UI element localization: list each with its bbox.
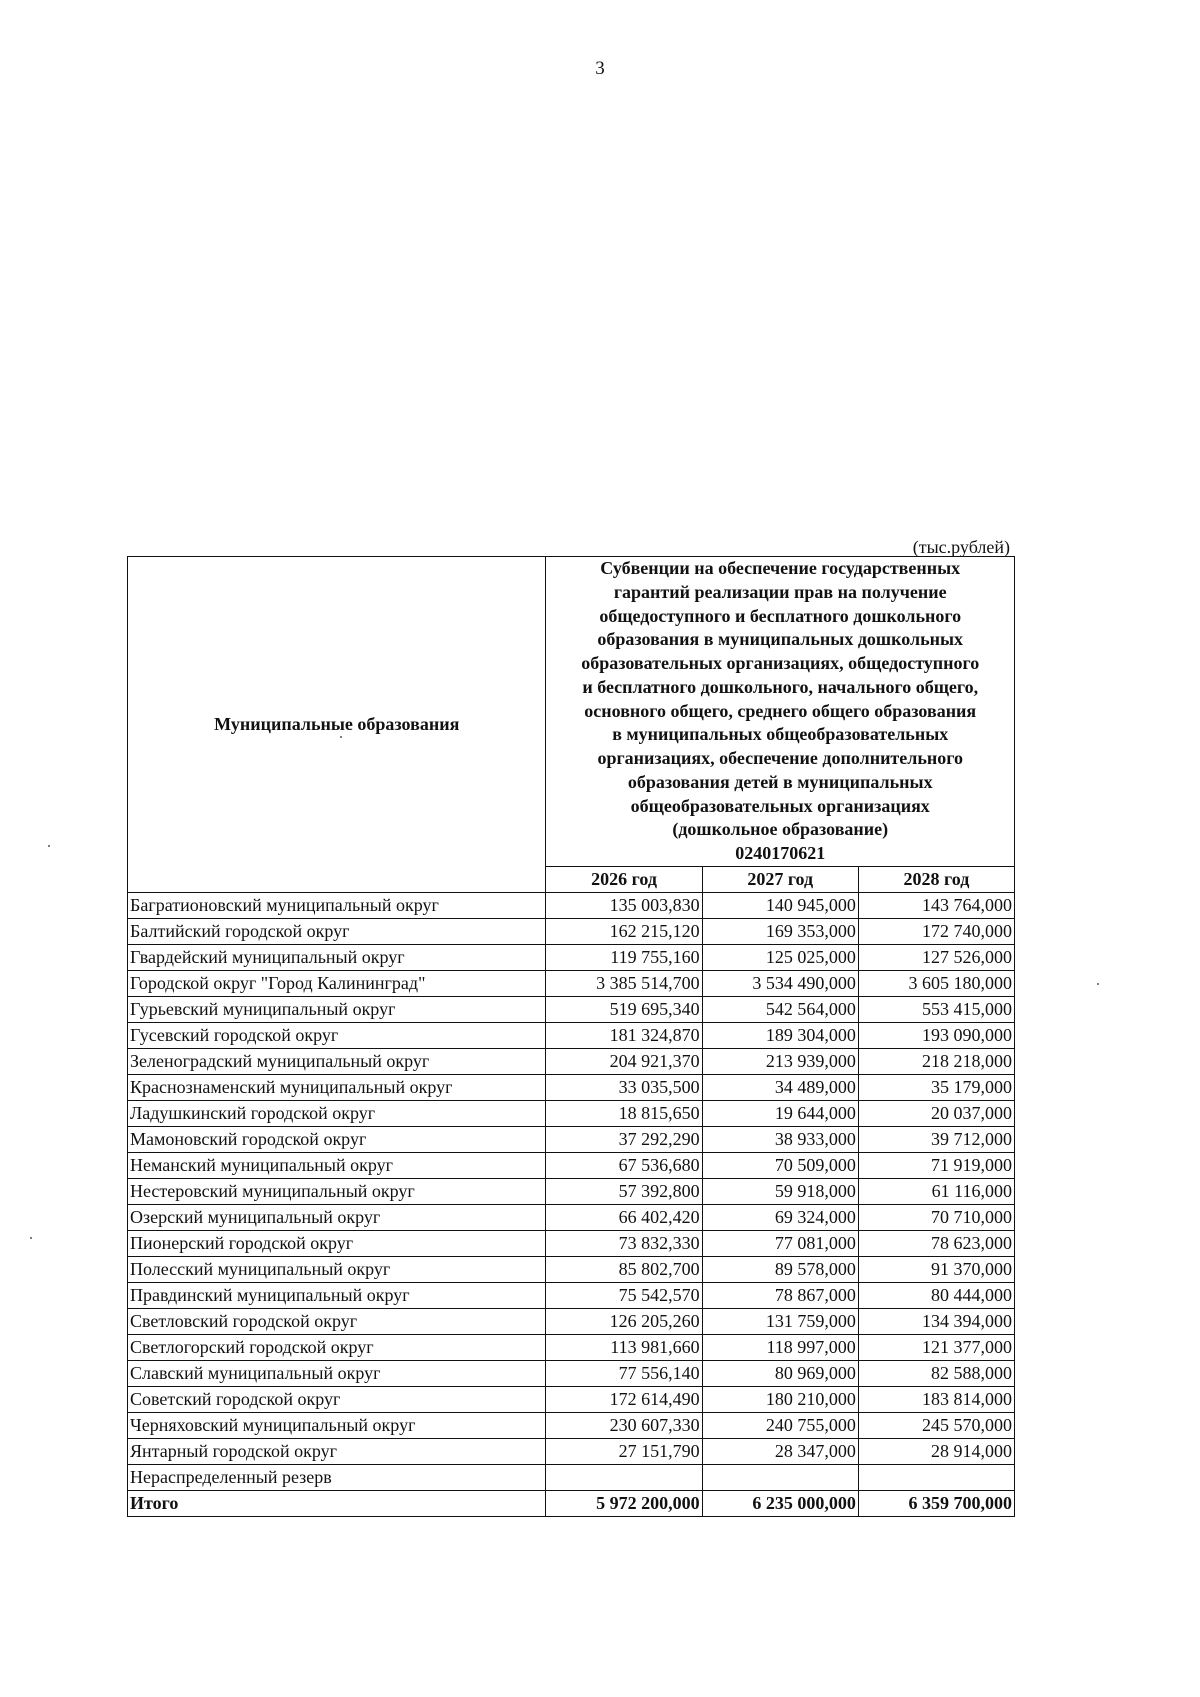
value-2027: 78 867,000: [702, 1282, 858, 1308]
table-row: [128, 1022, 1015, 1048]
table-row: [128, 1230, 1015, 1256]
municipalities-header: Муниципальные образования: [128, 557, 546, 893]
value-2026: 135 003,830: [546, 892, 702, 918]
value-2027: 189 304,000: [702, 1022, 858, 1048]
value-2028: 143 764,000: [858, 892, 1014, 918]
subvention-title-line: и бесплатного дошкольного, начального общего,: [582, 676, 979, 697]
value-2028: 39 712,000: [858, 1126, 1014, 1152]
table-body: [128, 892, 1015, 1490]
value-2026: 3 385 514,700: [546, 970, 702, 996]
value-2027: 28 347,000: [702, 1438, 858, 1464]
municipality-name: Гусевский городской округ: [128, 1022, 546, 1048]
municipality-name: Озерский муниципальный округ: [128, 1204, 546, 1230]
municipality-name: Нераспределенный резерв: [128, 1464, 546, 1490]
value-2027: 118 997,000: [702, 1334, 858, 1360]
table-row: [128, 892, 1015, 918]
subvention-title-line: 0240170621: [735, 843, 826, 863]
municipality-name: Светловский городской округ: [128, 1308, 546, 1334]
municipality-name: Ладушкинский городской округ: [128, 1100, 546, 1126]
table-row: [128, 1152, 1015, 1178]
units-label: (тыс.рублей): [912, 537, 1010, 557]
value-2028: 172 740,000: [858, 918, 1014, 944]
value-2028: 61 116,000: [858, 1178, 1014, 1204]
value-2026: 162 215,120: [546, 918, 702, 944]
value-2026: 75 542,570: [546, 1282, 702, 1308]
table-row: [128, 1412, 1015, 1438]
subvention-title-line: (дошкольное образование): [672, 819, 889, 840]
subvention-title-line: Субвенции на обеспечение государственных: [600, 558, 961, 578]
municipality-name: Балтийский городской округ: [128, 918, 546, 944]
municipality-name: Янтарный городской округ: [128, 1438, 546, 1464]
municipality-name: Правдинский муниципальный округ: [128, 1282, 546, 1308]
value-2028: 3 605 180,000: [858, 970, 1014, 996]
subvention-title-line: образовательных организациях, общедоступного: [581, 653, 980, 673]
value-2026: 67 536,680: [546, 1152, 702, 1178]
table-row: [128, 1282, 1015, 1308]
value-2027: 69 324,000: [702, 1204, 858, 1230]
table-row: [128, 970, 1015, 996]
municipality-name: Пионерский городской округ: [128, 1230, 546, 1256]
value-2026: 204 921,370: [546, 1048, 702, 1074]
value-2028: 553 415,000: [858, 996, 1014, 1022]
subvention-title-line: образования детей в муниципальных: [627, 771, 933, 792]
value-2026: 18 815,650: [546, 1100, 702, 1126]
value-2027: [702, 1464, 858, 1490]
subvention-table: [127, 556, 1015, 1517]
value-2026: 230 607,330: [546, 1412, 702, 1438]
municipality-name: Нестеровский муниципальный округ: [128, 1178, 546, 1204]
value-2027: 19 644,000: [702, 1100, 858, 1126]
municipality-name: Славский муниципальный округ: [128, 1360, 546, 1386]
value-2027: 3 534 490,000: [702, 970, 858, 996]
value-2028: 121 377,000: [858, 1334, 1014, 1360]
table-row: [128, 1360, 1015, 1386]
value-2027: 34 489,000: [702, 1074, 858, 1100]
scan-speck: [1097, 983, 1099, 985]
value-2026: 73 832,330: [546, 1230, 702, 1256]
table-row: [128, 1334, 1015, 1360]
value-2027: 38 933,000: [702, 1126, 858, 1152]
table-row: [128, 1386, 1015, 1412]
header-row: [128, 557, 1015, 867]
value-2026: 33 035,500: [546, 1074, 702, 1100]
subvention-title-line: общеобразовательных организациях: [630, 795, 930, 816]
value-2026: 519 695,340: [546, 996, 702, 1022]
value-2026: 27 151,790: [546, 1438, 702, 1464]
value-2027: 240 755,000: [702, 1412, 858, 1438]
table-row: [128, 1256, 1015, 1282]
value-2028: 71 919,000: [858, 1152, 1014, 1178]
value-2026: 57 392,800: [546, 1178, 702, 1204]
value-2027: 542 564,000: [702, 996, 858, 1022]
scan-speck: [30, 1237, 32, 1239]
table-row: [128, 1438, 1015, 1464]
table-row: [128, 1464, 1015, 1490]
value-2027: 213 939,000: [702, 1048, 858, 1074]
scan-speck: [48, 845, 50, 847]
municipality-name: Краснознаменский муниципальный округ: [128, 1074, 546, 1100]
subvention-title-line: основного общего, среднего общего образования: [584, 700, 977, 721]
subvention-title-line: организациях, обеспечение дополнительного: [597, 748, 963, 768]
table-row: [128, 918, 1015, 944]
table-row: [128, 944, 1015, 970]
value-2026: 66 402,420: [546, 1204, 702, 1230]
table-row: [128, 1308, 1015, 1334]
value-2027: 140 945,000: [702, 892, 858, 918]
municipality-name: Багратионовский муниципальный округ: [128, 892, 546, 918]
value-2028: 218 218,000: [858, 1048, 1014, 1074]
value-2028: 28 914,000: [858, 1438, 1014, 1464]
table-row: [128, 1100, 1015, 1126]
value-2028: 70 710,000: [858, 1204, 1014, 1230]
subvention-title-line: в муниципальных общеобразовательных: [612, 724, 949, 745]
value-2027: 77 081,000: [702, 1230, 858, 1256]
value-2027: 59 918,000: [702, 1178, 858, 1204]
subvention-title-line: гарантий реализации прав на получение: [613, 581, 947, 602]
value-2028: 35 179,000: [858, 1074, 1014, 1100]
year-2027-header: 2027 год: [702, 866, 858, 892]
subvention-title: [546, 557, 1015, 867]
municipality-name: Гвардейский муниципальный округ: [128, 944, 546, 970]
value-2026: [546, 1464, 702, 1490]
value-2028: 134 394,000: [858, 1308, 1014, 1334]
municipality-name: Гурьевский муниципальный округ: [128, 996, 546, 1022]
value-2026: 126 205,260: [546, 1308, 702, 1334]
value-2028: 183 814,000: [858, 1386, 1014, 1412]
year-2028-header: 2028 год: [858, 866, 1014, 892]
value-2026: 119 755,160: [546, 944, 702, 970]
page-number: 3: [595, 58, 605, 79]
value-2027: 89 578,000: [702, 1256, 858, 1282]
municipality-name: Советский городской округ: [128, 1386, 546, 1412]
value-2026: 113 981,660: [546, 1334, 702, 1360]
subvention-title-line: образования в муниципальных дошкольных: [597, 629, 964, 650]
municipality-name: Городской округ "Город Калининград": [128, 970, 546, 996]
value-2028: 193 090,000: [858, 1022, 1014, 1048]
table-row: [128, 1126, 1015, 1152]
value-2027: 169 353,000: [702, 918, 858, 944]
municipality-name: Неманский муниципальный округ: [128, 1152, 546, 1178]
value-2026: 172 614,490: [546, 1386, 702, 1412]
value-2026: 77 556,140: [546, 1360, 702, 1386]
table-row: [128, 1204, 1015, 1230]
value-2028: 91 370,000: [858, 1256, 1014, 1282]
value-2026: 37 292,290: [546, 1126, 702, 1152]
total-2027: 6 235 000,000: [702, 1490, 858, 1516]
value-2027: 131 759,000: [702, 1308, 858, 1334]
value-2028: 127 526,000: [858, 944, 1014, 970]
table-row: [128, 996, 1015, 1022]
total-2026: 5 972 200,000: [546, 1490, 702, 1516]
value-2026: 85 802,700: [546, 1256, 702, 1282]
municipality-name: Полесский муниципальный округ: [128, 1256, 546, 1282]
municipality-name: Черняховский муниципальный округ: [128, 1412, 546, 1438]
value-2027: 180 210,000: [702, 1386, 858, 1412]
value-2027: 80 969,000: [702, 1360, 858, 1386]
value-2028: 245 570,000: [858, 1412, 1014, 1438]
value-2027: 125 025,000: [702, 944, 858, 970]
value-2028: 80 444,000: [858, 1282, 1014, 1308]
value-2028: 78 623,000: [858, 1230, 1014, 1256]
municipality-name: Зеленоградский муниципальный округ: [128, 1048, 546, 1074]
total-label: Итого: [128, 1490, 546, 1516]
value-2026: 181 324,870: [546, 1022, 702, 1048]
value-2027: 70 509,000: [702, 1152, 858, 1178]
table-row: [128, 1074, 1015, 1100]
value-2028: 82 588,000: [858, 1360, 1014, 1386]
subvention-title-line: общедоступного и бесплатного дошкольного: [599, 605, 962, 626]
total-row: [128, 1490, 1015, 1516]
total-2028: 6 359 700,000: [858, 1490, 1014, 1516]
value-2028: 20 037,000: [858, 1100, 1014, 1126]
municipality-name: Светлогорский городской округ: [128, 1334, 546, 1360]
year-2026-header: 2026 год: [546, 866, 702, 892]
municipality-name: Мамоновский городской округ: [128, 1126, 546, 1152]
value-2028: [858, 1464, 1014, 1490]
table-row: [128, 1048, 1015, 1074]
table-row: [128, 1178, 1015, 1204]
